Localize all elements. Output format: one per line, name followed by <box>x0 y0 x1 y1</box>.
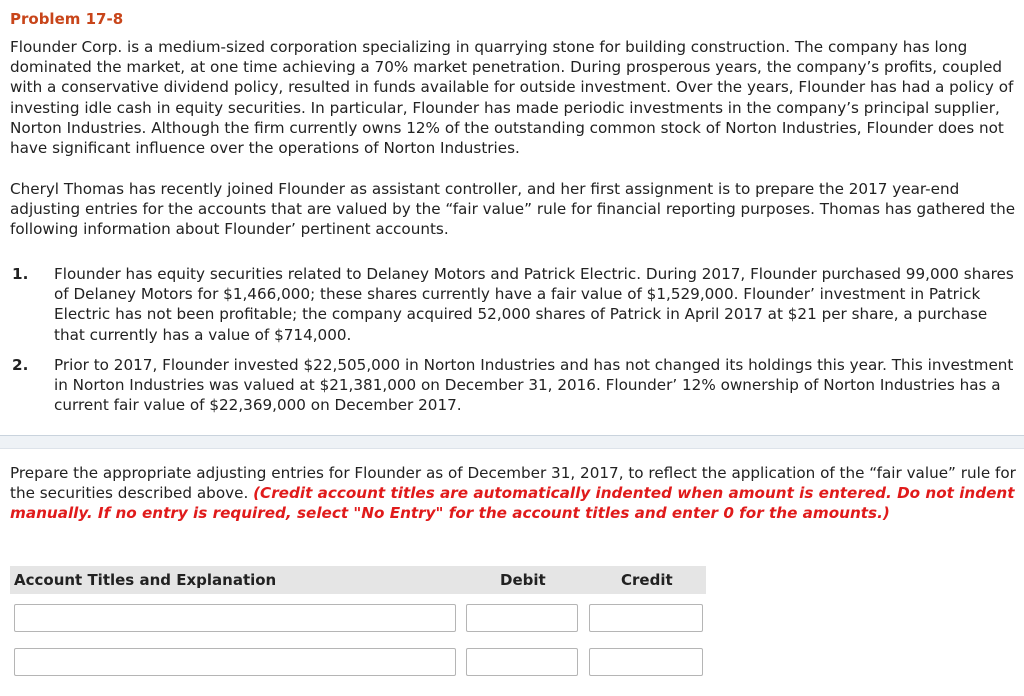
section-divider <box>0 435 1024 449</box>
account-title-input[interactable] <box>14 648 456 676</box>
list-item-text: Flounder has equity securities related to Delaney Motors and Patrick Electric. During 2017, Flounder purchased 99,000 shares of Delaney Motors for $1,466,000; these shares currently have a fair value of $1,529,000. Flounder’ investment in Patrick Electric has not been profitable; the company acquired 52,000 shares of Patrick in April 2017 at $21 per share, a purchase that currently has a value of $714,000. <box>54 265 1014 344</box>
account-titles-column-header: Account Titles and Explanation <box>14 571 277 589</box>
credit-column-header: Credit <box>621 571 673 589</box>
account-title-input[interactable] <box>14 604 456 632</box>
problem-title: Problem 17-8 <box>10 10 124 28</box>
journal-table-header <box>10 566 706 594</box>
list-item-number: 1. <box>12 265 29 283</box>
credit-amount-input[interactable] <box>589 648 703 676</box>
debit-amount-input[interactable] <box>466 604 578 632</box>
list-item-text: Prior to 2017, Flounder invested $22,505,000 in Norton Industries and has not changed its holdings this year. This investment in Norton Industries was valued at $21,381,000 on December 31, 2016. Flounder’ 12% ownership of Norton Industries has a current fair value of $22,369,000 on December 2017. <box>54 356 1014 415</box>
question-text: Prepare the appropriate adjusting entries for Flounder as of December 31, 2017, to reflect the application of the “fair value” rule for the securities described above. <box>10 464 1016 503</box>
intro-paragraph: Flounder Corp. is a medium-sized corporation specializing in quarrying stone for building construction. The company has long dominated the market, at one time achieving a 70% market penetration. During prosperous years, the company’s profits, coupled with a conservative dividend policy, resulted in funds available for outside investment. Over the years, Flounder has had a policy of investing idle cash in equity securities. In particular, Flounder has made periodic investments in the company’s principal supplier, Norton Industries. Although the firm currently owns 12% of the outstanding common stock of Norton Industries, Flounder does not have significant influence over the operations of Norton Industries. <box>10 38 1014 158</box>
instruction-text: (Credit account titles are automatically indented when amount is entered. Do not indent manually. If no entry is required, select "No Entry" for the account titles and enter 0 for the amounts.) <box>10 484 1015 523</box>
credit-amount-input[interactable] <box>589 604 703 632</box>
debit-amount-input[interactable] <box>466 648 578 676</box>
context-paragraph: Cheryl Thomas has recently joined Flounder as assistant controller, and her first assignment is to prepare the 2017 year-end adjusting entries for the accounts that are valued by the “fair value” rule for financial reporting purposes. Thomas has gathered the following information about Flounder’ pertinent accounts. <box>10 180 1016 239</box>
debit-column-header: Debit <box>500 571 546 589</box>
question-paragraph <box>10 463 1018 524</box>
list-item-number: 2. <box>12 356 29 374</box>
